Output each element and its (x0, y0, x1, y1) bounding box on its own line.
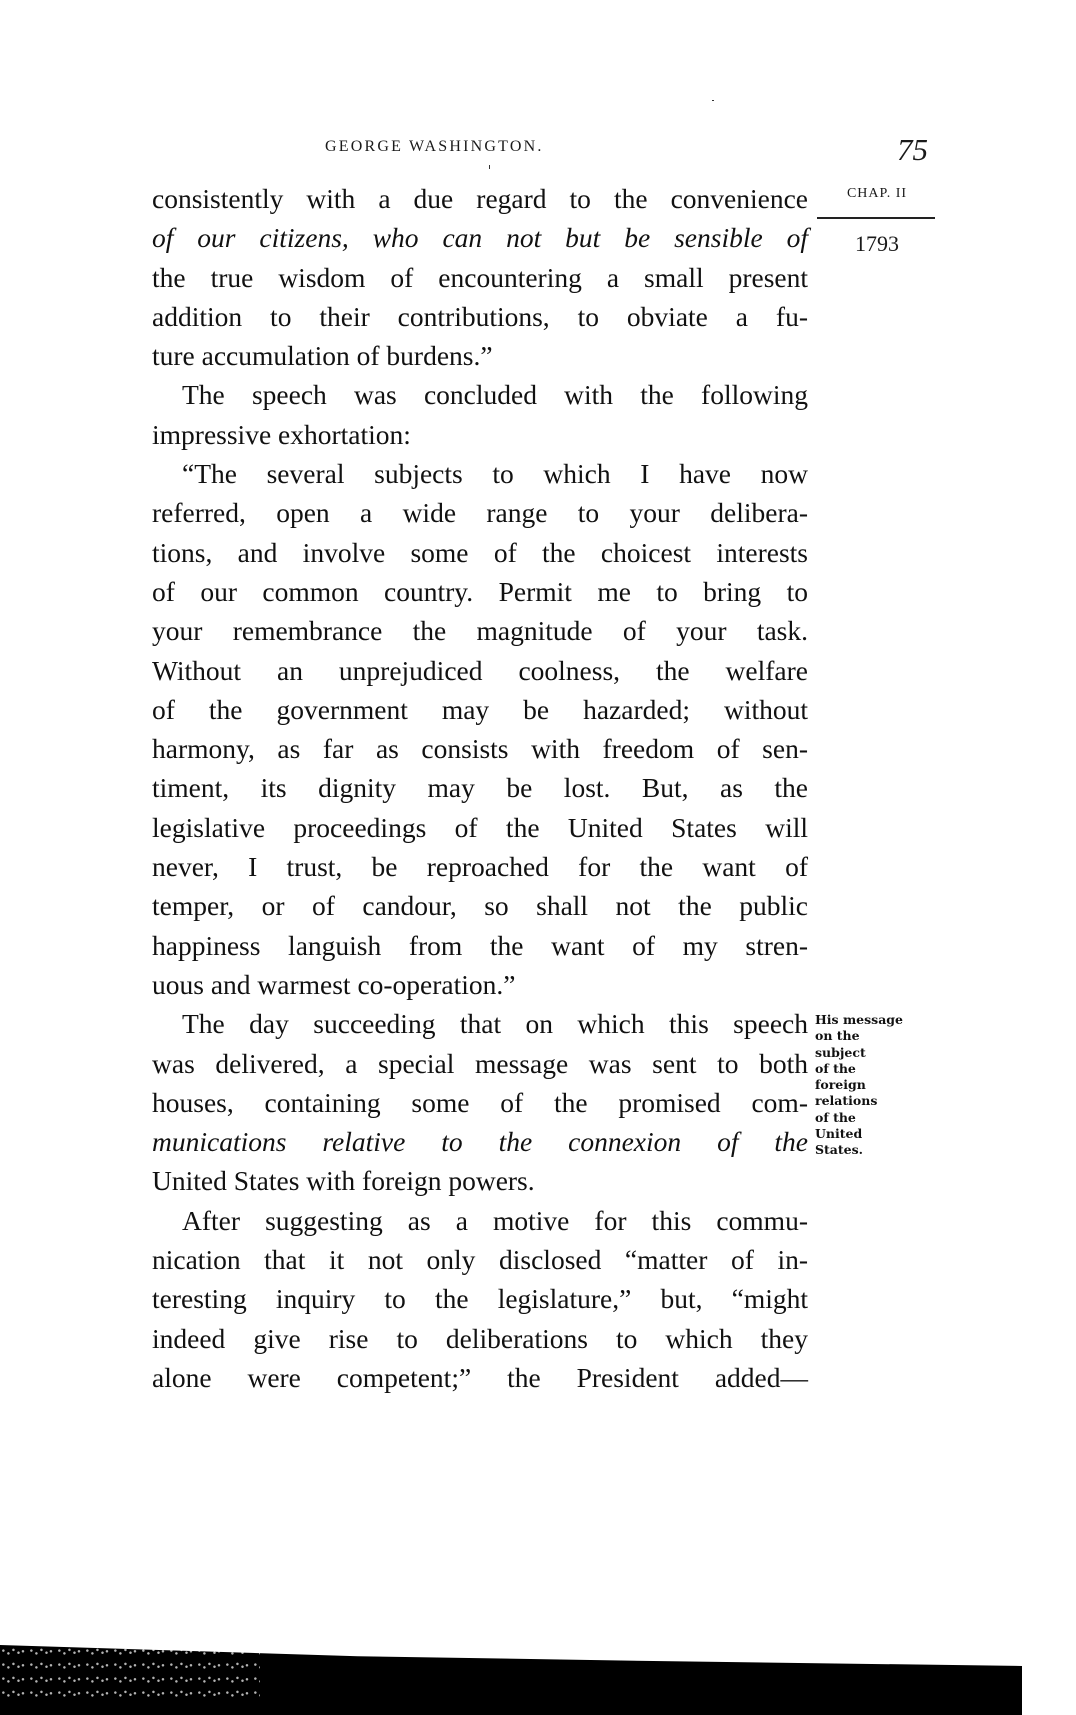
sidenote-line: relations (815, 1093, 878, 1109)
running-head: GEORGE WASHINGTON. (325, 138, 544, 155)
text-line: consistently with a due regard to the convenience (152, 183, 808, 214)
text-line: happiness languish from the want of my stren- (152, 929, 808, 961)
text-line: impressive exhortation: (152, 418, 411, 450)
text-line: of the government may be hazarded; without (152, 693, 808, 725)
text-line: harmony, as far as consists with freedom of sen- (152, 733, 808, 765)
text-line: munications relative to the connexion of the (152, 1126, 808, 1158)
stray-mark (712, 100, 714, 101)
sidenote-line: subject (815, 1044, 866, 1060)
text-line: ture accumulation of burdens.” (152, 340, 493, 372)
margin-sidenote (815, 1012, 925, 1159)
sidenote-line: of the (815, 1109, 856, 1125)
text-line: United States with foreign powers. (152, 1165, 535, 1197)
paragraph-start-line: “The several subjects to which I have now (182, 458, 808, 490)
scan-noise (0, 1645, 260, 1700)
text-line: nication that it not only disclosed “matter of in- (152, 1244, 808, 1276)
chapter-label: CHAP. II (846, 186, 908, 201)
text-line: timent, its dignity may be lost. But, as the (152, 772, 808, 804)
page-number: 75 (897, 132, 928, 167)
text-line: referred, open a wide range to your delibera- (152, 497, 808, 529)
text-line: was delivered, a special message was sent to both (152, 1047, 808, 1079)
sidenote-line: States. (815, 1142, 864, 1158)
text-line: of our citizens, who can not but be sensible of (152, 222, 808, 254)
text-line: indeed give rise to deliberations to which they (152, 1322, 808, 1354)
chapter-rule (817, 217, 935, 219)
sidenote-line: foreign (815, 1077, 866, 1093)
text-line: legislative proceedings of the United States will (152, 811, 808, 843)
text-line: never, I trust, be reproached for the want of (152, 851, 808, 883)
text-line: teresting inquiry to the legislature,” but, “might (152, 1283, 808, 1315)
text-line: addition to their contributions, to obviate a fu- (152, 300, 808, 332)
sidenote-line: on the (815, 1028, 860, 1044)
text-line: tions, and involve some of the choicest interests (152, 536, 808, 568)
text-line: uous and warmest co-operation.” (152, 968, 516, 1000)
text-line: houses, containing some of the promised com- (152, 1086, 808, 1118)
text-line: the true wisdom of encountering a small present (152, 261, 808, 293)
paragraph-start-line: The day succeeding that on which this speech (182, 1008, 808, 1040)
sidenote-line: United (815, 1126, 863, 1142)
text-line: of our common country. Permit me to bring to (152, 575, 808, 607)
paragraph-start-line: The speech was concluded with the following (182, 379, 808, 411)
text-line: temper, or of candour, so shall not the public (152, 890, 808, 922)
text-line: Without an unprejudiced coolness, the welfare (152, 654, 808, 686)
paragraph-start-line: After suggesting as a motive for this commu- (182, 1204, 808, 1236)
stray-mark (489, 165, 490, 169)
body-text (152, 179, 808, 1397)
sidenote-line: of the (815, 1060, 856, 1076)
sidenote-line: His message (815, 1012, 903, 1027)
margin-year: 1793 (855, 231, 899, 256)
text-line: your remembrance the magnitude of your task. (152, 615, 808, 647)
text-line: alone were competent;” the President added— (152, 1361, 808, 1393)
